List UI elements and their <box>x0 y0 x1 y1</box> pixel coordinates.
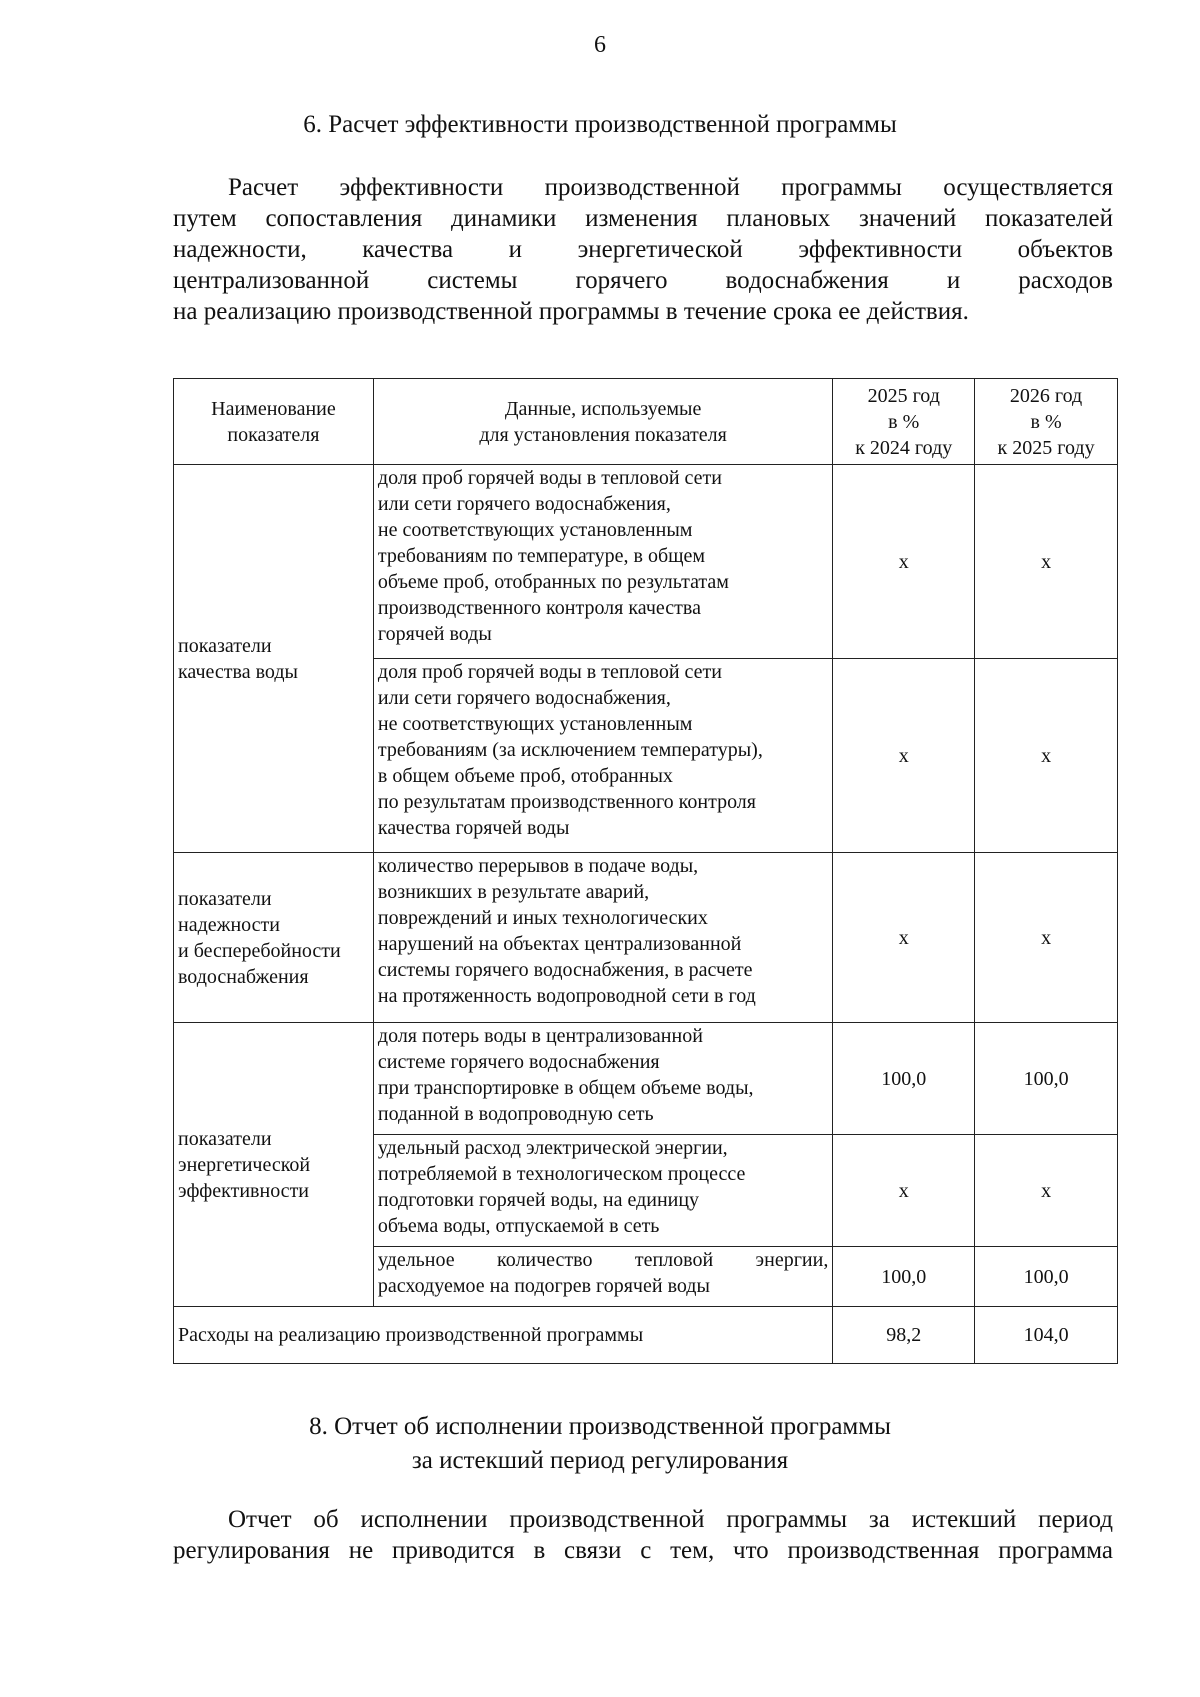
total-value-2026: 104,0 <box>975 1307 1118 1364</box>
table-total-row <box>174 1307 1118 1364</box>
header-2026: 2026 год в % к 2025 году <box>975 379 1118 465</box>
paragraph-line: Отчет об исполнении производственной программы за истекший период <box>228 1506 1113 1533</box>
value-2026: х <box>975 853 1118 1023</box>
paragraph-line: на реализацию производственной программы в течение срока ее действия. <box>173 298 969 325</box>
efficiency-table <box>173 378 1118 1364</box>
section-6-title: 6. Расчет эффективности производственной программы <box>303 111 897 138</box>
value-2025: х <box>833 659 975 853</box>
row-description: количество перерывов в подаче воды, возникших в результате аварий, повреждений и иных технологических нарушений на объектах централизованной системы горячего водоснабжения, в расчете на протяженность водопроводной сети в год <box>373 853 832 1023</box>
indicator-energy-efficiency: показатели энергетической эффективности <box>174 1023 374 1307</box>
value-2026: 100,0 <box>975 1247 1118 1307</box>
value-2026: х <box>975 465 1118 659</box>
paragraph-line: надежности, качества и энергетической эффективности объектов <box>173 236 1113 263</box>
value-2025: х <box>833 465 975 659</box>
section-8-title: 8. Отчет об исполнении производственной программы за истекший период регулирования <box>309 1413 891 1474</box>
header-2025: 2025 год в % к 2024 году <box>833 379 975 465</box>
indicator-quality: показатели качества воды <box>174 465 374 853</box>
value-2026: 100,0 <box>975 1023 1118 1135</box>
table-row <box>174 465 1118 659</box>
table-row <box>174 853 1118 1023</box>
value-2026: х <box>975 1135 1118 1247</box>
total-label: Расходы на реализацию производственной программы <box>174 1307 833 1364</box>
row-description: доля проб горячей воды в тепловой сети или сети горячего водоснабжения, не соответствующих установленным требованиям (за исключением температуры), в общем объеме проб, отобранных по результатам производственного контроля качества горячей воды <box>373 659 832 853</box>
paragraph-line: регулирования не приводится в связи с тем, что производственная программа <box>173 1537 1113 1564</box>
section-6-paragraph <box>173 172 1113 327</box>
paragraph-line: Расчет эффективности производственной программы осуществляется <box>228 174 1113 201</box>
indicator-reliability: показатели надежности и бесперебойности водоснабжения <box>174 853 374 1023</box>
row-description: удельный расход электрической энергии, потребляемой в технологическом процессе подготовки горячей воды, на единицу объема воды, отпускаемой в сеть <box>373 1135 832 1247</box>
row-description: удельное количество тепловой энергии, расходуемое на подогрев горячей воды <box>373 1247 832 1307</box>
value-2025: х <box>833 853 975 1023</box>
table-row <box>174 1023 1118 1135</box>
total-value-2025: 98,2 <box>833 1307 975 1364</box>
header-source-data: Данные, используемые для установления показателя <box>373 379 832 465</box>
paragraph-line: путем сопоставления динамики изменения плановых значений показателей <box>173 205 1113 232</box>
value-2026: х <box>975 659 1118 853</box>
header-indicator-name: Наименование показателя <box>174 379 374 465</box>
page-number: 6 <box>594 32 606 58</box>
table-header-row <box>174 379 1118 465</box>
value-2025: х <box>833 1135 975 1247</box>
row-description: доля проб горячей воды в тепловой сети или сети горячего водоснабжения, не соответствующих установленным требованиям по температуре, в общем объеме проб, отобранных по результатам производственного контроля качества горячей воды <box>373 465 832 659</box>
section-8-paragraph <box>173 1504 1113 1566</box>
paragraph-line: централизованной системы горячего водоснабжения и расходов <box>173 267 1113 294</box>
value-2025: 100,0 <box>833 1247 975 1307</box>
value-2025: 100,0 <box>833 1023 975 1135</box>
row-description: доля потерь воды в централизованной системе горячего водоснабжения при транспортировке в общем объеме воды, поданной в водопроводную сеть <box>373 1023 832 1135</box>
